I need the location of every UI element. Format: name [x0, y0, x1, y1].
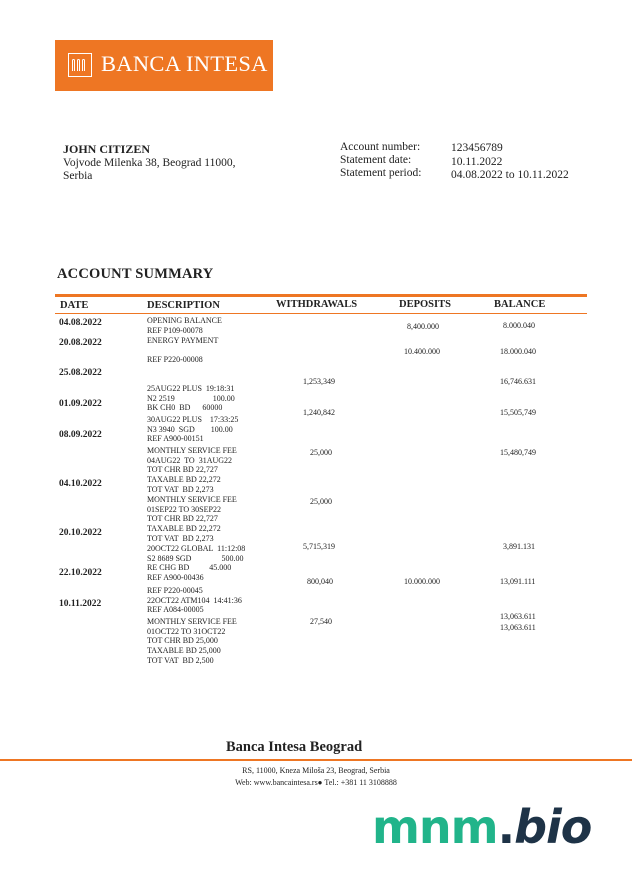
account-summary-title: ACCOUNT SUMMARY: [57, 266, 214, 282]
row-withdrawal: 5,715,319: [303, 542, 335, 551]
bank-logo: [55, 40, 273, 91]
row-description: OPENING BALANCE REF P109-00078: [147, 316, 222, 335]
row-withdrawal: 27,540: [310, 617, 332, 626]
account-number: 123456789: [451, 142, 503, 154]
footer-rule: [0, 759, 632, 761]
footer-bank-name: Banca Intesa Beograd: [226, 739, 363, 755]
row-balance: 3,891.131: [503, 542, 535, 551]
row-description: 20OCT22 GLOBAL 11:12:08 S2 8689 SGD 500.00 RE CHG BD 45.000 REF A900-00436: [147, 544, 246, 582]
row-deposit: 8,400.000: [407, 322, 439, 331]
statement-period: 04.08.2022 to 10.11.2022: [451, 169, 569, 181]
row-date: 10.11.2022: [59, 599, 102, 609]
statement-date: 10.11.2022: [451, 156, 503, 168]
watermark-logo: mnm.bio: [372, 800, 592, 854]
header-bottom-rule: [55, 313, 587, 314]
bank-logo-icon: [68, 53, 92, 77]
row-date: 20.08.2022: [59, 338, 102, 348]
col-header-deposits: DEPOSITS: [399, 299, 451, 310]
row-date: 08.09.2022: [59, 430, 102, 440]
header-top-rule: [55, 294, 587, 297]
row-date: 20.10.2022: [59, 528, 102, 538]
row-deposit: 10.400.000: [404, 347, 440, 356]
account-number-label: Account number:: [340, 141, 421, 153]
col-header-description: DESCRIPTION: [147, 300, 220, 311]
row-balance-secondary: 13,063.611: [500, 623, 536, 632]
customer-address-line2: Serbia: [63, 170, 93, 182]
row-description: REF P220-00045 22OCT22 ATM104 14:41:36 REF A084-00005: [147, 586, 242, 615]
footer-address: RS, 11000, Kneza Miloša 23, Beograd, Serbia: [242, 766, 390, 775]
row-date: 04.10.2022: [59, 479, 102, 489]
statement-period-label: Statement period:: [340, 167, 422, 179]
footer-contact: Web: www.bancaintesa.rs● Tel.: +381 11 3108888: [235, 778, 397, 787]
row-balance: 15,505,749: [500, 408, 536, 417]
row-withdrawal: 800,040: [307, 577, 333, 586]
col-header-date: DATE: [60, 300, 89, 311]
col-header-balance: BALANCE: [494, 299, 546, 310]
row-balance: 18.000.040: [500, 347, 536, 356]
row-balance: 13,091.111: [500, 577, 536, 586]
row-date: 25.08.2022: [59, 368, 102, 378]
row-date: 22.10.2022: [59, 568, 102, 578]
row-date: 01.09.2022: [59, 399, 102, 409]
row-description: 25AUG22 PLUS 19:18:31 N2 2519 100.00 BK CH0 BD 60000: [147, 384, 235, 413]
row-withdrawal: 25,000: [310, 497, 332, 506]
row-description: MONTHLY SERVICE FEE 01OCT22 TO 31OCT22 TOT CHR BD 25,000 TAXABLE BD 25,000 TOT VAT BD 2,500: [147, 617, 237, 665]
statement-date-label: Statement date:: [340, 154, 412, 166]
customer-address-line1: Vojvode Milenka 38, Beograd 11000,: [63, 157, 236, 169]
row-description: ENERGY PAYMENT REF P220-00008: [147, 336, 219, 365]
row-withdrawal: 1,253,349: [303, 377, 335, 386]
bank-logo-text: BANCA INTESA: [101, 51, 268, 76]
customer-name: JOHN CITIZEN: [63, 142, 151, 156]
row-balance: 13,063.611: [500, 612, 536, 621]
row-withdrawal: 1,240,842: [303, 408, 335, 417]
row-balance: 16,746.631: [500, 377, 536, 386]
row-withdrawal: 25,000: [310, 448, 332, 457]
row-description: MONTHLY SERVICE FEE 01SEP22 TO 30SEP22 TOT CHR BD 22,727 TAXABLE BD 22,272 TOT VAT BD 2,273: [147, 495, 237, 543]
col-header-withdrawals: WITHDRAWALS: [276, 299, 358, 310]
row-description: 30AUG22 PLUS 17:33:25 N3 3940 SGD 100.00 REF A900-00151: [147, 415, 239, 444]
row-balance: 15,480,749: [500, 448, 536, 457]
row-deposit: 10.000.000: [404, 577, 440, 586]
row-date: 04.08.2022: [59, 318, 102, 328]
row-description: MONTHLY SERVICE FEE 04AUG22 TO 31AUG22 TOT CHR BD 22,727 TAXABLE BD 22,272 TOT VAT BD 2,273: [147, 446, 237, 494]
row-balance: 8.000.040: [503, 321, 535, 330]
